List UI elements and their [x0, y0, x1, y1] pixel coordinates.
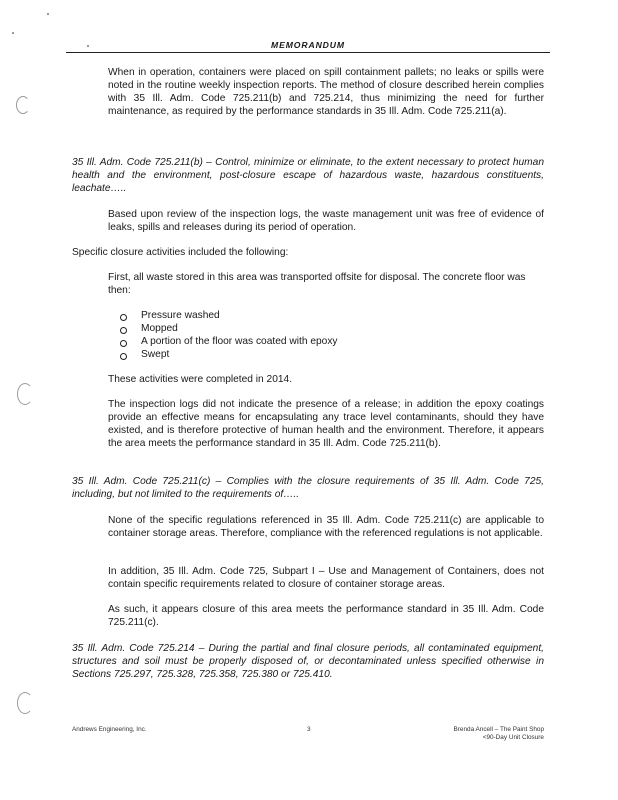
- footer-project-line1: Brenda Ancell – The Paint Shop: [453, 726, 544, 733]
- bullet-icon: [120, 314, 127, 321]
- heading-725-211b: 35 Ill. Adm. Code 725.211(b) – Control, minimize or eliminate, to the extent necessary to protect human health and the environment, post-closure escape of hazardous waste, hazardous constituents, leachate…..: [72, 157, 544, 194]
- heading-725-214: 35 Ill. Adm. Code 725.214 – During the partial and final closure periods, all contaminated equipment, structures and soil must be properly disposed of, or decontaminated unless specified otherwise in Sections 725.297, 725.328, 725.358, 725.380 or 725.410.: [72, 643, 544, 680]
- paragraph-waste-transport: First, all waste stored in this area was transported offsite for disposal. The concrete floor was then:: [108, 272, 526, 296]
- memo-header: MEMORANDUM: [271, 40, 345, 50]
- list-item: Swept: [120, 349, 540, 362]
- list-item: Mopped: [120, 323, 540, 336]
- header-rule: [66, 52, 550, 53]
- closure-activity-list: [120, 310, 540, 362]
- hole-punch-mark: [17, 692, 33, 714]
- hole-punch-mark: [17, 383, 33, 405]
- paragraph-regulations-not-applicable: None of the specific regulations referenced in 35 Ill. Adm. Code 725.211(c) are applicable to container storage areas. Therefore, compliance with the referenced regulations is not applicable.: [108, 515, 544, 539]
- bullet-icon: [120, 340, 127, 347]
- paragraph-performance-standard-c: As such, it appears closure of this area meets the performance standard in 35 Ill. Adm. Code 725.211(c).: [108, 604, 544, 628]
- footer-company: Andrews Engineering, Inc.: [72, 726, 147, 733]
- paragraph-subpart-i: In addition, 35 Ill. Adm. Code 725, Subpart I – Use and Management of Containers, does not contain specific requirements related to closure of container storage areas.: [108, 566, 544, 590]
- bullet-icon: [120, 327, 127, 334]
- paragraph-containment: When in operation, containers were placed on spill containment pallets; no leaks or spills were noted in the routine weekly inspection reports. The method of closure described herein complies with 35 Ill. Adm. Code 725.211(b) and 725.214, thus minimizing the need for further maintenance, as required by the performance standards in 35 Ill. Adm. Code 725.211(a).: [108, 67, 544, 117]
- footer-page-number: 3: [307, 726, 311, 733]
- list-item: A portion of the floor was coated with epoxy: [120, 336, 540, 349]
- footer-project-title: [400, 726, 544, 742]
- scan-speck: [47, 13, 49, 15]
- list-item: Pressure washed: [120, 310, 540, 323]
- footer-project-line2: <90-Day Unit Closure: [482, 734, 544, 741]
- bullet-icon: [120, 353, 127, 360]
- paragraph-completion-date: These activities were completed in 2014.: [108, 374, 293, 385]
- scan-speck: [12, 32, 14, 34]
- paragraph-closure-activities-intro: Specific closure activities included the following:: [72, 247, 289, 258]
- paragraph-epoxy-coatings: The inspection logs did not indicate the presence of a release; in addition the epoxy coatings provide an effective means for encapsulating any trace level contaminants, should they have existed, and is therefore protective of human health and the environment. Therefore, it appears the area meets the performance standard in 35 Ill. Adm. Code 725.211(b).: [108, 399, 544, 449]
- heading-725-211c: 35 Ill. Adm. Code 725.211(c) – Complies with the closure requirements of 35 Ill. Adm. Code 725, including, but not limited to the requirements of…..: [72, 476, 544, 500]
- hole-punch-mark: [16, 96, 30, 114]
- paragraph-inspection-review: Based upon review of the inspection logs, the waste management unit was free of evidence of leaks, spills and releases during its period of operation.: [108, 209, 544, 233]
